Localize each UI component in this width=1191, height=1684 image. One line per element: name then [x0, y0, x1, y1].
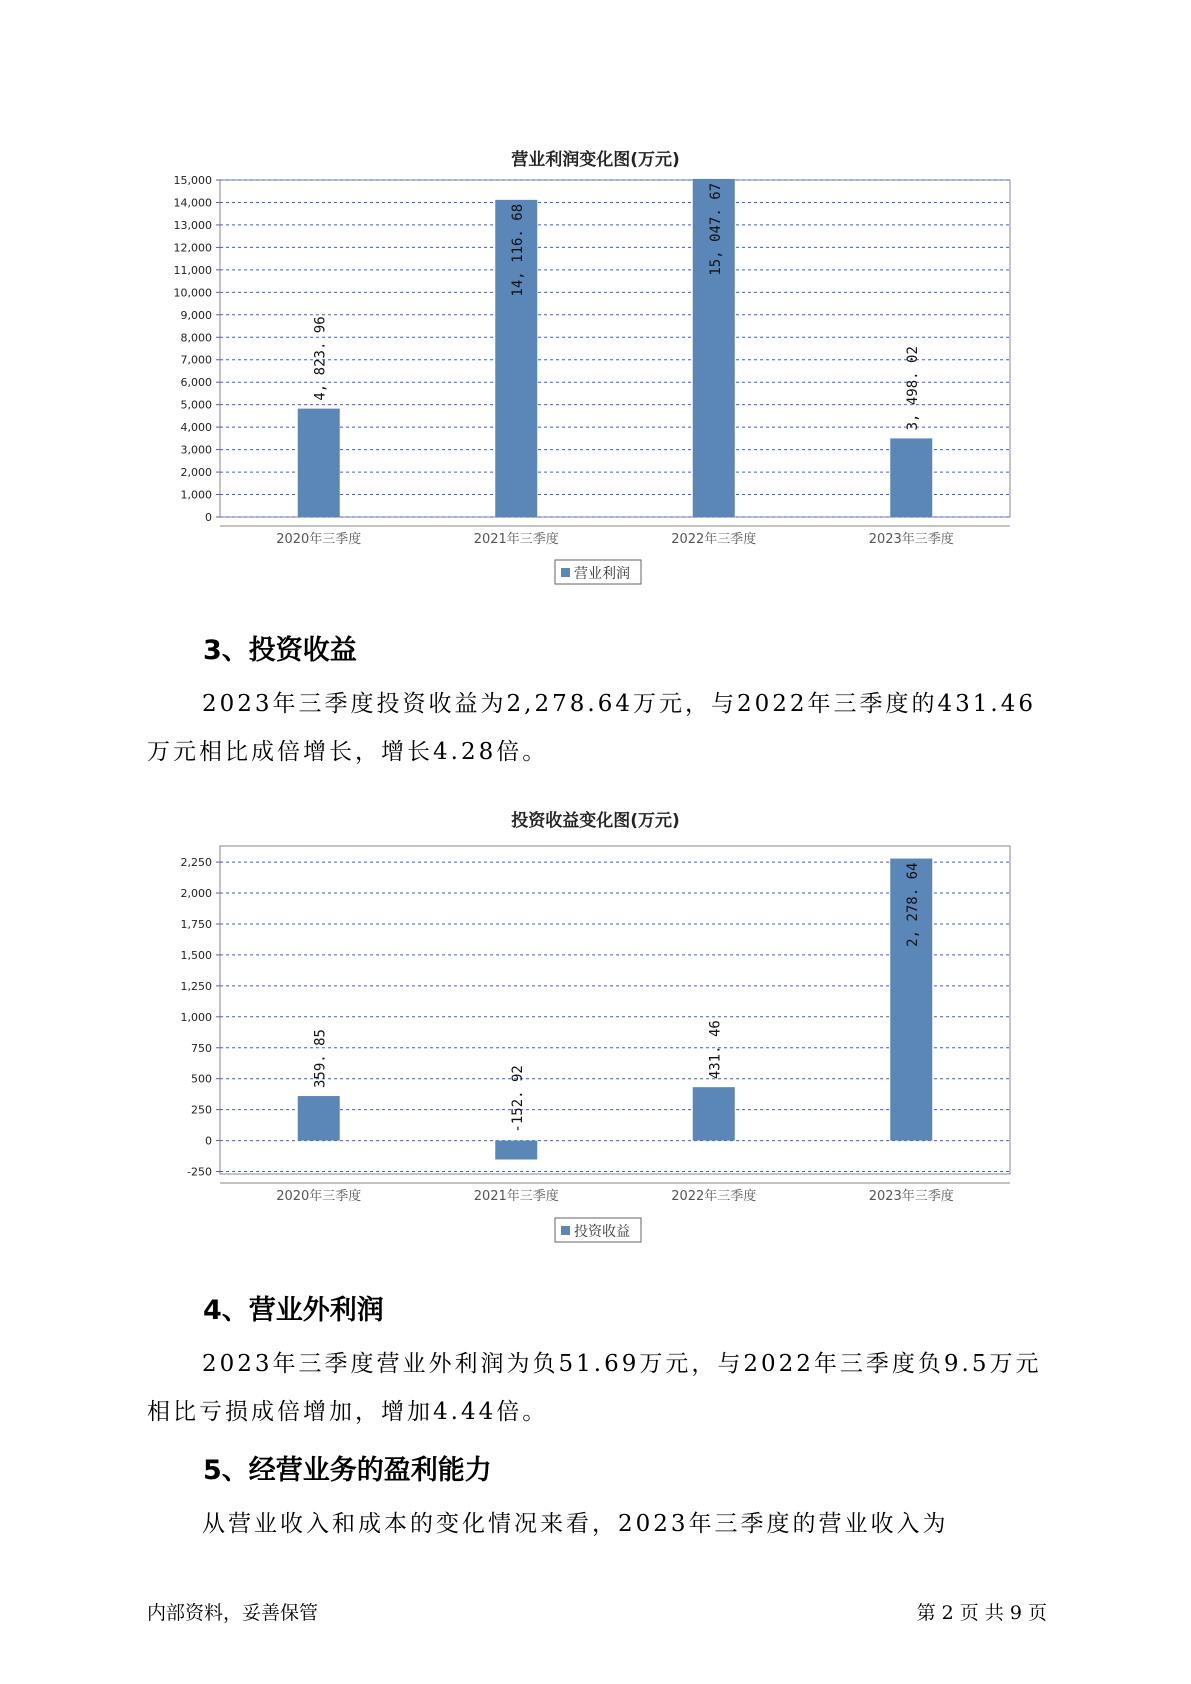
chart1-title: 营业利润变化图(万元) [511, 150, 680, 170]
y-tick-label: 13,000 [173, 218, 212, 232]
data-label: 2, 278. 64 [905, 862, 922, 947]
legend-label: 投资收益 [574, 1224, 630, 1240]
y-tick-label: 250 [191, 1103, 212, 1117]
y-tick-label: 1,250 [180, 979, 212, 993]
legend [555, 560, 641, 584]
category-label: 2021年三季度 [473, 1189, 559, 1204]
y-tick-label: 1,000 [180, 488, 212, 502]
data-label: 359. 85 [312, 1029, 329, 1089]
y-tick-label: 2,000 [180, 466, 212, 480]
section3-heading: 3、投资收益 [203, 635, 357, 666]
legend-swatch [561, 1226, 570, 1235]
section5-text: 从营业收入和成本的变化情况来看，2023年三季度的营业收入为 [202, 1511, 949, 1537]
y-tick-label: 10,000 [173, 286, 212, 300]
data-label: 431. 46 [707, 1020, 724, 1080]
investment-income-chart [0, 840, 1191, 1260]
bar [693, 1087, 735, 1140]
y-tick-label: 2,000 [180, 887, 212, 901]
y-tick-label: -250 [187, 1165, 212, 1179]
y-tick-label: 5,000 [180, 398, 212, 412]
y-tick-label: 14,000 [173, 196, 212, 210]
y-tick-label: 11,000 [173, 263, 212, 277]
category-label: 2022年三季度 [671, 1189, 757, 1204]
section3-text: 2023年三季度投资收益为2,278.64万元，与2022年三季度的431.46万元相比成倍增长，增长4.28倍。 [147, 691, 1036, 765]
section5-heading: 5、经营业务的盈利能力 [203, 1455, 492, 1486]
data-label: 4, 823. 96 [312, 316, 329, 401]
category-label: 2020年三季度 [276, 1189, 362, 1204]
y-tick-label: 15,000 [173, 174, 212, 187]
bar [890, 438, 932, 517]
y-tick-label: 6,000 [180, 376, 212, 390]
category-label: 2022年三季度 [671, 532, 757, 547]
y-tick-label: 1,750 [180, 917, 212, 931]
data-label: 15, 047. 67 [707, 182, 724, 276]
legend-swatch [561, 568, 570, 577]
y-tick-label: 4,000 [180, 421, 212, 435]
y-tick-label: 7,000 [180, 353, 212, 367]
y-tick-label: 0 [205, 1134, 212, 1148]
y-tick-label: 12,000 [173, 241, 212, 255]
category-label: 2020年三季度 [276, 532, 362, 547]
category-label: 2023年三季度 [868, 1189, 954, 1204]
data-label: -152. 92 [510, 1065, 527, 1133]
category-label: 2023年三季度 [868, 532, 954, 547]
bar [495, 1141, 537, 1160]
category-label: 2021年三季度 [473, 532, 559, 547]
y-tick-label: 9,000 [180, 308, 212, 322]
y-tick-label: 2,250 [180, 856, 212, 870]
chart2-title: 投资收益变化图(万元) [511, 811, 680, 831]
operating-profit-chart [0, 174, 1191, 620]
y-tick-label: 8,000 [180, 331, 212, 345]
footer-left: 内部资料，妥善保管 [147, 1602, 319, 1624]
y-tick-label: 750 [191, 1041, 212, 1055]
y-tick-label: 3,000 [180, 443, 212, 457]
y-tick-label: 1,000 [180, 1010, 212, 1024]
y-tick-label: 1,500 [180, 948, 212, 962]
y-tick-label: 0 [205, 511, 212, 524]
legend [555, 1218, 641, 1242]
section4-heading: 4、营业外利润 [203, 1295, 384, 1326]
data-label: 14, 116. 68 [510, 203, 527, 297]
footer-page-number: 第 2 页 共 9 页 [916, 1602, 1047, 1624]
legend-label: 营业利润 [574, 566, 630, 582]
data-label: 3, 498. 02 [905, 346, 922, 431]
section4-text: 2023年三季度营业外利润为负51.69万元，与2022年三季度负9.5万元相比亏损成倍增加，增加4.44倍。 [147, 1351, 1042, 1425]
bar [298, 409, 340, 517]
y-tick-label: 500 [191, 1072, 212, 1086]
bar [298, 1096, 340, 1141]
